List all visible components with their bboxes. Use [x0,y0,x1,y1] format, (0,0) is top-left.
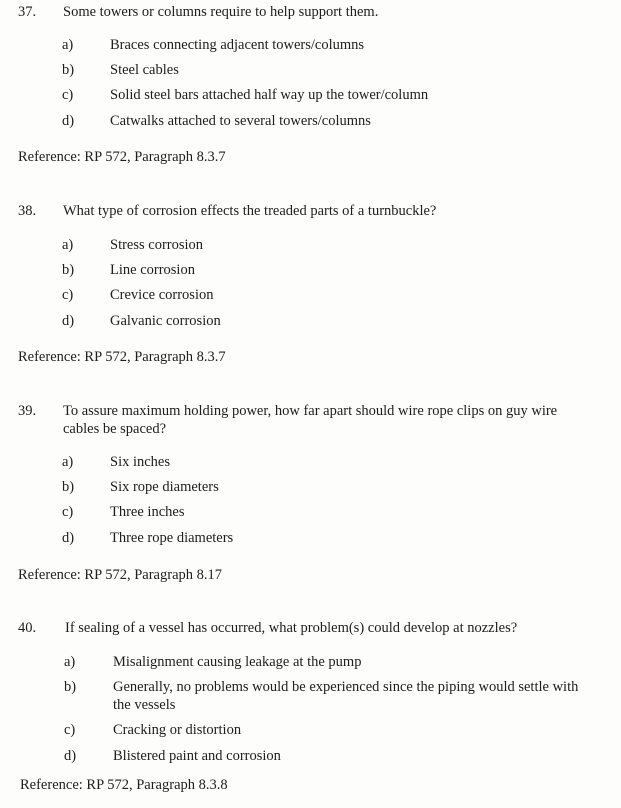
option-text: Six inches [110,454,171,470]
option-letter: a) [62,454,74,470]
option-letter: a) [62,37,74,53]
option-letter: a) [64,654,76,670]
option-text: Catwalks attached to several towers/columns [110,113,371,129]
option-text: Misalignment causing leakage at the pump [113,654,362,670]
question-text: To assure maximum holding power, how far apart should wire rope clips on guy wire cables be spaced? [63,403,558,437]
option-letter: c) [62,87,74,103]
question-text: What type of corrosion effects the treaded parts of a turnbuckle? [63,203,437,219]
option-text: Crevice corrosion [110,287,214,303]
option-letter: c) [64,722,76,738]
option-letter: b) [64,679,77,695]
option-text: Steel cables [110,62,179,78]
reference: Reference: RP 572, Paragraph 8.3.7 [18,149,226,165]
option-letter: d) [62,530,75,546]
option-letter: c) [62,504,74,520]
option-text: Blistered paint and corrosion [113,748,281,764]
option-text: Stress corrosion [110,237,204,253]
option-text: Line corrosion [110,262,195,278]
reference: Reference: RP 572, Paragraph 8.3.7 [18,349,226,365]
reference: Reference: RP 572, Paragraph 8.3.8 [20,777,228,793]
option-letter: d) [64,748,77,764]
option-text: Three rope diameters [110,530,234,546]
option-text: Cracking or distortion [113,722,242,738]
option-letter: c) [62,287,74,303]
question-number: 39. [18,403,37,419]
option-text: Three inches [110,504,185,520]
option-text: Six rope diameters [110,479,219,495]
option-text: Galvanic corrosion [110,313,221,329]
option-letter: b) [62,262,75,278]
option-letter: d) [62,313,75,329]
question-text: Some towers or columns require to help support them. [63,4,379,20]
question-number: 38. [18,203,37,219]
question-number: 40. [18,620,37,636]
option-letter: a) [62,237,74,253]
option-text: Braces connecting adjacent towers/columns [110,37,365,53]
option-letter: b) [62,62,75,78]
question-text: If sealing of a vessel has occurred, what problem(s) could develop at nozzles? [65,620,518,636]
option-letter: d) [62,113,75,129]
question-number: 37. [18,4,37,20]
option-text: Solid steel bars attached half way up the tower/column [110,87,429,103]
option-letter: b) [62,479,75,495]
option-text: Generally, no problems would be experienced since the piping would settle with the vessels [113,679,579,713]
reference: Reference: RP 572, Paragraph 8.17 [18,567,223,583]
